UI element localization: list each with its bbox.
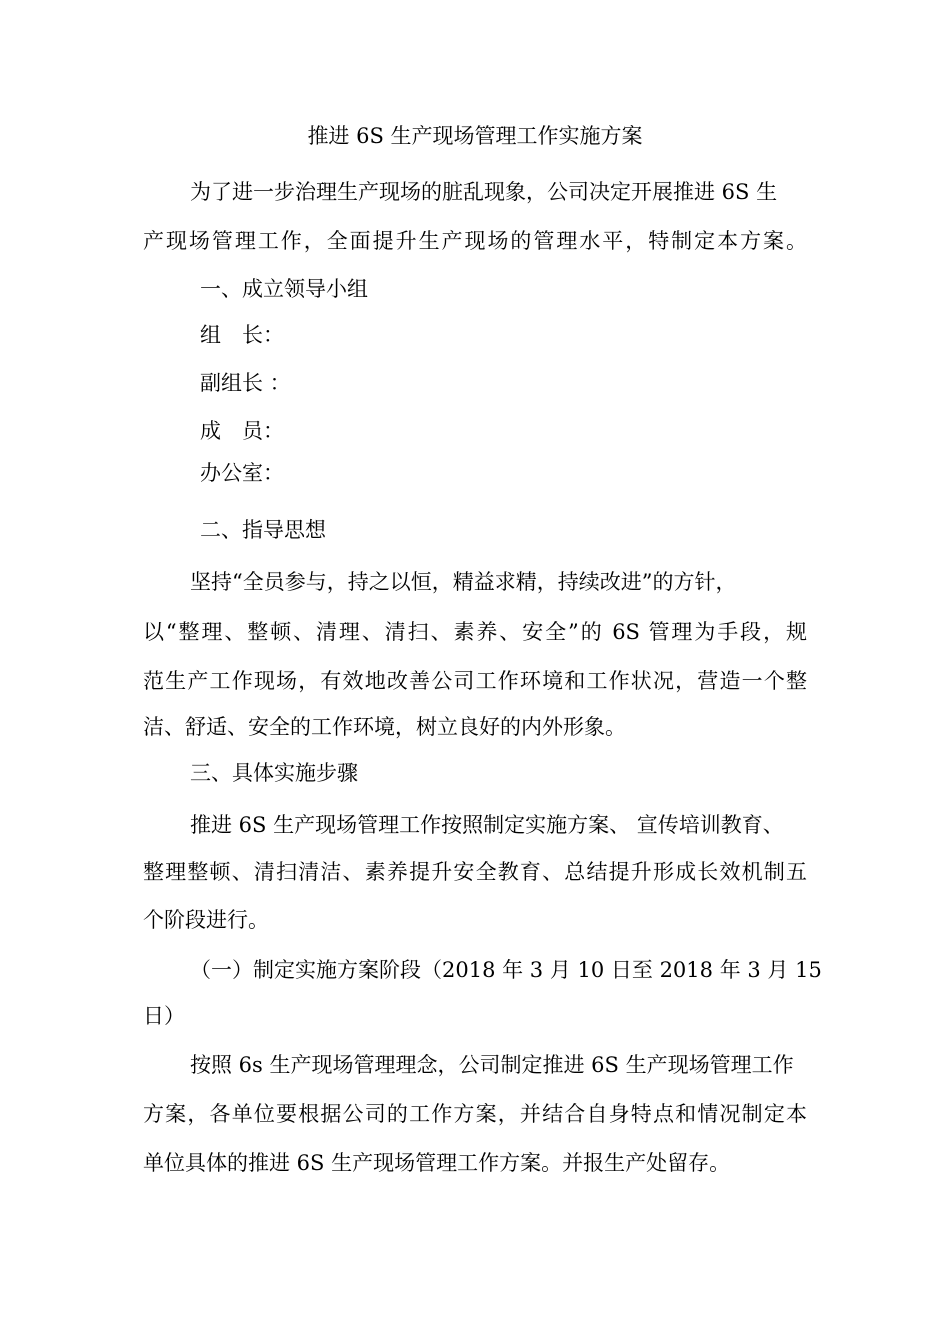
- intro-line-2: 产现场管理工作，全面提升生产现场的管理水平，特制定本方案。: [143, 229, 807, 253]
- phase1-heading-line-2: 日）: [143, 1004, 185, 1028]
- section1-heading: 一、成立领导小组: [200, 277, 368, 301]
- document-title: 推进 6S 生产现场管理工作实施方案: [307, 124, 643, 148]
- section2-line-3: 范生产工作现场，有效地改善公司工作环境和工作状况，营造一个整: [143, 669, 807, 693]
- phase1-line-3: 单位具体的推进 6S 生产现场管理工作方案。并报生产处留存。: [143, 1151, 731, 1175]
- office-label: 办公室：: [200, 461, 284, 485]
- section2-line-4: 洁、舒适、安全的工作环境，树立良好的内外形象。: [143, 715, 626, 739]
- section2-line-1: 坚持“全员参与，持之以恒，精益求精，持续改进”的方针，: [190, 570, 737, 594]
- section3-line-2: 整理整顿、清扫清洁、素养提升安全教育、总结提升形成长效机制五: [143, 860, 807, 884]
- section3-line-1: 推进 6S 生产现场管理工作按照制定实施方案、 宣传培训教育、: [190, 813, 784, 837]
- section2-line-2: 以“整理、整顿、清理、清扫、素养、安全”的 6S 管理为手段，规: [143, 620, 807, 644]
- phase1-heading-line-1: （一）制定实施方案阶段（2018 年 3 月 10 日至 2018 年 3 月 15: [190, 958, 822, 982]
- members-label: 成 员：: [200, 419, 284, 443]
- phase1-line-2: 方案，各单位要根据公司的工作方案，并结合自身特点和情况制定本: [143, 1102, 807, 1126]
- phase1-line-1: 按照 6s 生产现场管理理念，公司制定推进 6S 生产现场管理工作: [190, 1053, 794, 1077]
- section3-line-3: 个阶段进行。: [143, 908, 269, 932]
- section3-heading: 三、具体实施步骤: [190, 761, 358, 785]
- intro-line-1: 为了进一步治理生产现场的脏乱现象，公司决定开展推进 6S 生: [190, 180, 778, 204]
- deputy-leader-label: 副组长 ：: [200, 371, 291, 395]
- section2-heading: 二、指导思想: [200, 518, 326, 542]
- leader-label: 组 长：: [200, 323, 284, 347]
